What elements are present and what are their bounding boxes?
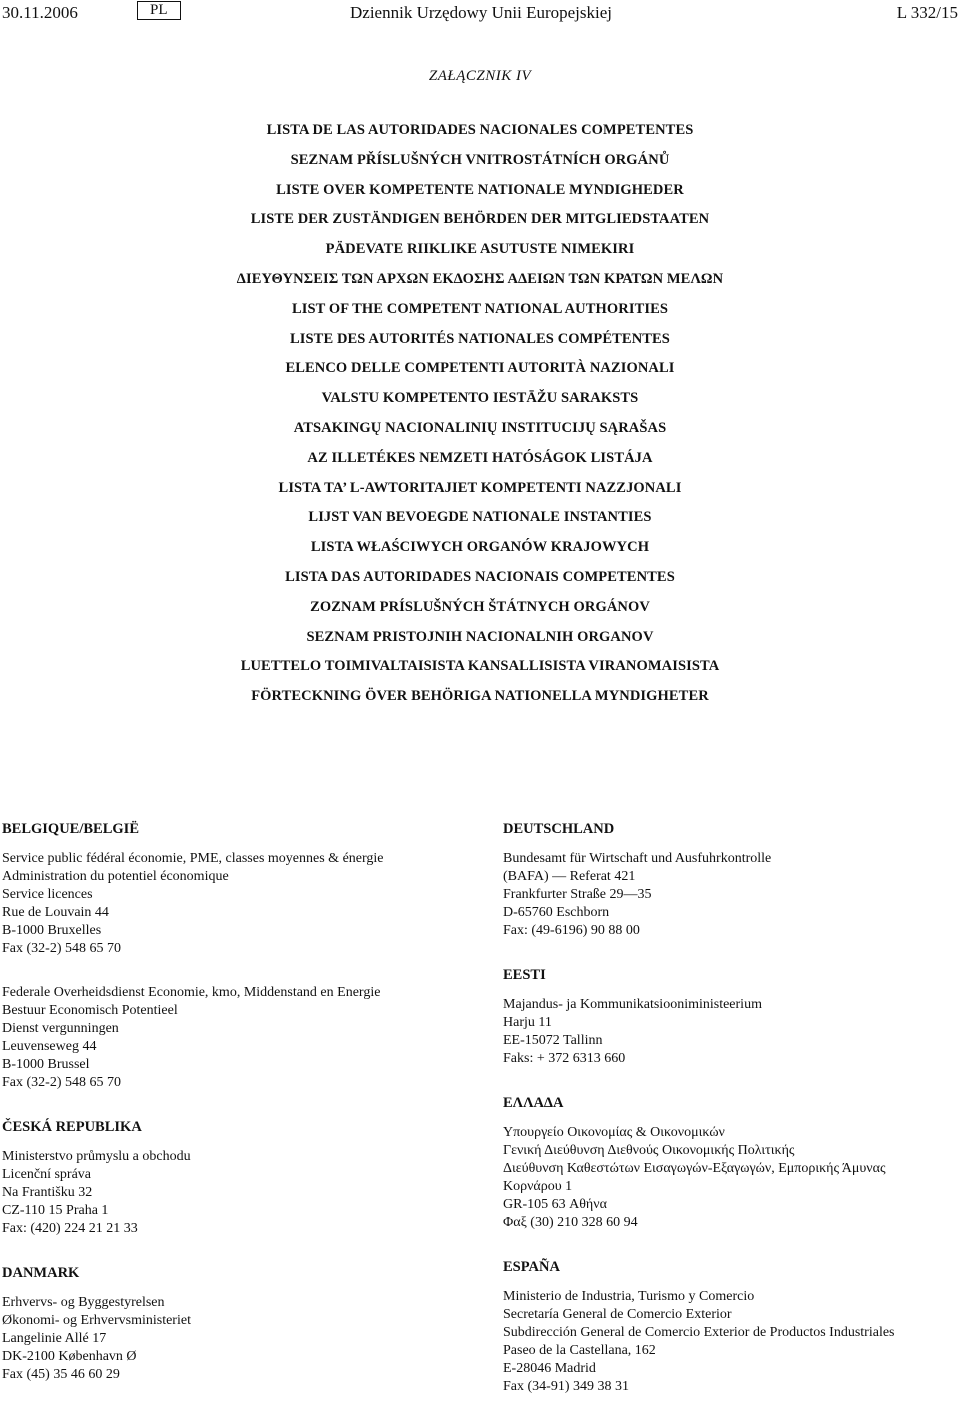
address-line: EE-15072 Tallinn <box>503 1033 603 1048</box>
fax-line: Fax (45) 35 46 60 29 <box>2 1367 120 1382</box>
fax-line: Fax: (49-6196) 90 88 00 <box>503 923 640 938</box>
address-line: Rue de Louvain 44 <box>2 905 109 920</box>
list-title: VALSTU KOMPETENTO IESTĀŽU SARAKSTS <box>321 390 639 407</box>
address-line: Leuvenseweg 44 <box>2 1039 97 1054</box>
fax-line: Fax (32-2) 548 65 70 <box>2 941 121 956</box>
list-title: LISTE OVER KOMPETENTE NATIONALE MYNDIGHEDER <box>276 181 684 198</box>
list-title: LISTA WŁAŚCIWYCH ORGANÓW KRAJOWYCH <box>310 539 650 556</box>
address-block-nl <box>2 984 462 1092</box>
country-heading: ESPAÑA <box>503 1259 560 1275</box>
address-line: B-1000 Bruxelles <box>2 923 102 938</box>
fax-line: Fax (32-2) 548 65 70 <box>2 1075 121 1090</box>
address-line: Secretaría General de Comercio Exterior <box>503 1307 732 1322</box>
address-line: Υπουργείο Οικονομίας & Οικονομικών <box>503 1125 725 1140</box>
country-heading: ČESKÁ REPUBLIKA <box>2 1119 142 1135</box>
address-line: Licenční správa <box>2 1167 92 1182</box>
publication-date: 30.11.2006 <box>2 3 78 22</box>
address-line: Administration du potentiel économique <box>2 869 229 884</box>
list-title: ZOZNAM PRÍSLUŠNÝCH ŠTÁTNYCH ORGÁNOV <box>310 598 650 615</box>
address-line: GR-105 63 Αθήνα <box>503 1197 607 1212</box>
country-heading: DEUTSCHLAND <box>503 821 615 837</box>
address-line: Bestuur Economisch Potentieel <box>2 1003 178 1018</box>
address-line: Dienst vergunningen <box>2 1021 119 1036</box>
country-heading: ΕΛΛΑΔΑ <box>503 1095 564 1111</box>
list-title: LISTA DAS AUTORIDADES NACIONAIS COMPETENTES <box>285 568 675 585</box>
journal-title: Dziennik Urzędowy Unii Europejskiej <box>350 3 613 22</box>
list-title: ΔΙΕΥΘΥΝΣΕΙΣ ΤΩΝ ΑΡΧΩΝ ΕΚΔΟΣΗΣ ΑΔΕΙΩΝ ΤΩΝ ΚΡΑΤΩΝ ΜΕΛΩΝ <box>236 270 724 287</box>
address-line: Κορνάρου 1 <box>503 1179 573 1194</box>
address-line: Bundesamt für Wirtschaft und Ausfuhrkontrolle <box>503 851 772 866</box>
page-reference: L 332/15 <box>896 3 958 22</box>
list-title: LISTE DER ZUSTÄNDIGEN BEHÖRDEN DER MITGLIEDSTAATEN <box>250 211 710 228</box>
list-title: LIJST VAN BEVOEGDE NATIONALE INSTANTIES <box>308 509 652 526</box>
country-heading: EESTI <box>503 967 546 983</box>
entry-spain <box>503 1258 957 1396</box>
entry-czech-republic <box>2 1118 462 1238</box>
list-title: LISTA DE LAS AUTORIDADES NACIONALES COMPETENTES <box>266 122 694 138</box>
page-header <box>0 0 960 30</box>
address-line: E-28046 Madrid <box>503 1361 596 1376</box>
left-column <box>2 820 462 1410</box>
list-title: ATSAKINGŲ NACIONALINIŲ INSTITUCIJŲ SĄRAŠAS <box>293 419 667 436</box>
address-line: D-65760 Eschborn <box>503 905 610 920</box>
address-line: Ministerstvo průmyslu a obchodu <box>2 1149 191 1164</box>
list-title: SEZNAM PŘÍSLUŠNÝCH VNITROSTÁTNÍCH ORGÁNŮ <box>290 151 670 168</box>
address-line: Langelinie Allé 17 <box>2 1331 107 1346</box>
address-line: CZ-110 15 Praha 1 <box>2 1203 109 1218</box>
address-line: Service licences <box>2 887 93 902</box>
list-title: SEZNAM PRISTOJNIH NACIONALNIH ORGANOV <box>306 628 654 645</box>
address-line: Διεύθυνση Καθεστώτων Εισαγωγών-Εξαγωγών, Εμπορικής Άμυνας <box>503 1161 886 1176</box>
list-title: LISTE DES AUTORITÉS NATIONALES COMPÉTENTES <box>290 330 670 347</box>
country-heading: BELGIQUE/BELGIË <box>2 821 139 837</box>
list-title: LIST OF THE COMPETENT NATIONAL AUTHORITIES <box>291 300 669 317</box>
address-line: Paseo de la Castellana, 162 <box>503 1343 656 1358</box>
annex-title: ZAŁĄCZNIK IV <box>428 68 532 84</box>
address-line: Federale Overheidsdienst Economie, kmo, Middenstand en Energie <box>2 985 381 1000</box>
address-line: Subdirección General de Comercio Exterior de Productos Industriales <box>503 1325 895 1340</box>
entry-denmark <box>2 1264 462 1384</box>
list-title: PÄDEVATE RIIKLIKE ASUTUSTE NIMEKIRI <box>325 241 635 258</box>
address-line: Harju 11 <box>503 1015 552 1030</box>
fax-line: Φαξ (30) 210 328 60 94 <box>503 1215 638 1230</box>
address-line: (BAFA) — Referat 421 <box>503 869 636 884</box>
language-badge: PL <box>137 1 181 20</box>
address-line: Frankfurter Straße 29—35 <box>503 887 652 902</box>
list-title: FÖRTECKNING ÖVER BEHÖRIGA NATIONELLA MYNDIGHETER <box>251 688 709 705</box>
address-line: Γενική Διεύθυνση Διεθνούς Οικονομικής Πολιτικής <box>503 1143 795 1158</box>
address-line: B-1000 Brussel <box>2 1057 90 1072</box>
multilingual-titles <box>0 120 960 716</box>
fax-line: Fax: (420) 224 21 21 33 <box>2 1221 138 1236</box>
address-line: DK-2100 København Ø <box>2 1349 137 1364</box>
list-title: LISTA TA’ L-AWTORITAJIET KOMPETENTI NAZZJONALI <box>278 479 682 496</box>
entry-germany <box>503 820 957 940</box>
entry-estonia <box>503 966 957 1068</box>
list-title: LUETTELO TOIMIVALTAISISTA KANSALLISISTA VIRANOMAISISTA <box>240 658 720 675</box>
list-title: ELENCO DELLE COMPETENTI AUTORITÀ NAZIONALI <box>285 360 675 377</box>
entry-greece <box>503 1094 957 1232</box>
address-line: Na Františku 32 <box>2 1185 93 1200</box>
list-title: AZ ILLETÉKES NEMZETI HATÓSÁGOK LISTÁJA <box>307 449 653 466</box>
fax-line: Fax (34-91) 349 38 31 <box>503 1379 629 1394</box>
address-line: Erhvervs- og Byggestyrelsen <box>2 1295 165 1310</box>
address-block-fr <box>2 850 462 958</box>
right-column <box>503 820 957 1422</box>
address-line: Økonomi- og Erhvervsministeriet <box>2 1313 191 1328</box>
address-line: Service public fédéral économie, PME, classes moyennes & énergie <box>2 851 384 866</box>
country-heading: DANMARK <box>2 1265 80 1281</box>
address-line: Majandus- ja Kommunikatsiooniministeerium <box>503 997 762 1012</box>
entry-belgium <box>2 820 462 1092</box>
address-line: Ministerio de Industria, Turismo y Comercio <box>503 1289 755 1304</box>
fax-line: Faks: + 372 6313 660 <box>503 1051 626 1066</box>
